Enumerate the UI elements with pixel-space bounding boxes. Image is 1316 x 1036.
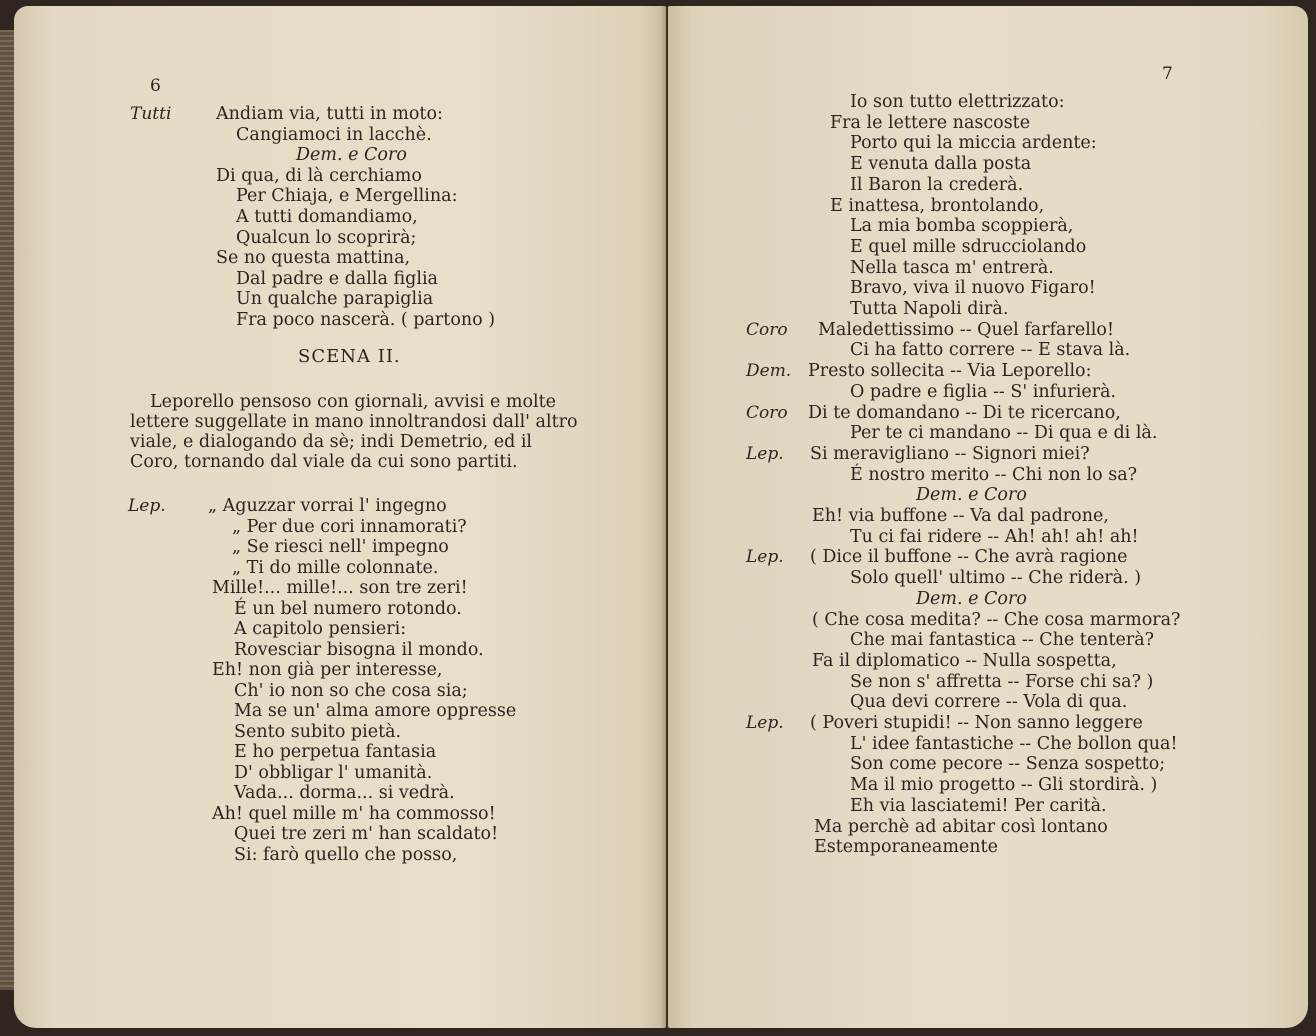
verse-line: Presto sollecita -- Via Leporello: [808,361,1092,382]
verse-line: E ho perpetua fantasia [234,742,437,762]
speaker-label: Dem. [746,361,792,382]
character-cue: Dem. e Coro [296,145,407,166]
verse-line: „ Aguzzar vorrai l' ingegno [208,496,447,516]
verse-line: Son come pecore -- Senza sospetto; [850,754,1166,775]
verse-line: Il Baron la crederà. [850,174,1024,195]
verse-line: Fra le lettere nascoste [830,112,1031,133]
stage-direction-line: lettere suggellate in mano innoltrandosi dall' altro [130,412,578,432]
verse-line: Che mai fantastica -- Che tenterà? [850,630,1155,651]
verse-line: L' idee fantastiche -- Che bollon qua! [850,733,1178,754]
character-cue: Dem. e Coro [916,588,1027,609]
verse-line: Qua devi correre -- Vola di qua. [850,692,1128,713]
verse-line: Ch' io non so che cosa sia; [234,680,468,701]
verse-line: Tu ci fai ridere -- Ah! ah! ah! ah! [850,526,1139,547]
verse-line: Mille!... mille!... son tre zeri! [212,578,468,598]
verse-line: O padre e figlia -- S' infurierà. [850,381,1117,402]
speaker-label: Coro [746,402,788,423]
verse-line: Cangiamoci in lacchè. [236,124,432,145]
speaker-label: Coro [746,319,788,340]
verse-line: Solo quell' ultimo -- Che riderà. ) [850,568,1142,589]
speaker-label: Lep. [746,713,784,733]
verse-line: Se non s' affretta -- Forse chi sa? ) [850,671,1154,692]
verse-line: E inattesa, brontolando, [830,195,1045,216]
verse-line: Si meravigliano -- Signori miei? [810,443,1090,464]
scene-heading: SCENA II. [298,346,401,367]
verse-line: Quei tre zeri m' han scaldato! [234,824,499,844]
verse-line: Ma il mio progetto -- Gli stordirà. ) [850,775,1158,796]
verse-line: La mia bomba scoppierà, [850,216,1074,237]
character-cue: Dem. e Coro [916,485,1027,506]
verse-line: Porto qui la miccia ardente: [850,133,1097,154]
verse-line: Dal padre e dalla figlia [236,268,438,289]
verse-line: Fa il diplomatico -- Nulla sospetta, [812,650,1117,671]
verse-line: É un bel numero rotondo. [234,598,462,619]
verse-line: Vada... dorma... si vedrà. [234,783,455,803]
verse-line: Di qua, di là cerchiamo [216,165,422,186]
speaker-label: Lep. [746,547,784,568]
verse-line: Per te ci mandano -- Di qua e di là. [850,423,1158,444]
verse-line: Andiam via, tutti in moto: [216,104,443,124]
verse-line: Maledettissimo -- Quel farfarello! [818,319,1114,340]
verse-line: A capitolo pensieri: [234,619,407,639]
verse-line: Ci ha fatto correre -- E stava là. [850,340,1131,361]
verse-line: Ma perchè ad abitar così lontano [814,816,1108,837]
verse-line: A tutti domandiamo, [236,207,418,227]
verse-line: Eh! via buffone -- Va dal padrone, [812,506,1109,526]
verse-line: ( Che cosa medita? -- Che cosa marmora? [812,609,1181,630]
right-page [668,6,1308,1028]
verse-line: „ Se riesci nell' impegno [232,537,449,557]
page-number-left: 6 [150,76,161,96]
verse-line: Rovesciar bisogna il mondo. [234,639,484,660]
verse-line: Per Chiaja, e Mergellina: [236,186,458,207]
verse-line: Ah! quel mille m' ha commosso! [212,803,496,824]
left-page [14,6,666,1028]
verse-line: E venuta dalla posta [850,154,1032,175]
verse-line: „ Per due cori innamorati? [232,516,467,537]
verse-line: Qualcun lo scoprirà; [236,227,417,248]
verse-line: Bravo, viva il nuovo Figaro! [850,278,1096,299]
verse-line: Di te domandano -- Di te ricercano, [808,402,1121,423]
verse-line: Tutta Napoli dirà. [850,299,1009,319]
verse-line: D' obbligar l' umanità. [234,762,433,783]
verse-line: ( Poveri stupidi! -- Non sanno leggere [810,713,1143,733]
verse-line: Sento subito pietà. [234,721,402,742]
verse-line: Un qualche parapiglia [236,289,434,310]
verse-line: Se no questa mattina, [216,248,411,269]
verse-line: Estemporaneamente [814,837,998,858]
verse-line: Eh! non già per interesse, [212,660,443,680]
speaker-label: Tutti [130,104,172,124]
verse-line: É nostro merito -- Chi non lo sa? [850,464,1138,485]
stage-direction-line: Leporello pensoso con giornali, avvisi e molte [150,392,557,412]
verse-line: Ma se un' alma amore oppresse [234,701,517,721]
verse-line: Fra poco nascerà. ( partono ) [236,310,496,330]
page-number-right: 7 [1162,64,1173,84]
verse-line: E quel mille sdrucciolando [850,236,1087,257]
verse-line: „ Ti do mille colonnate. [232,557,439,578]
verse-line: Si: farò quello che posso, [234,844,458,865]
speaker-label: Lep. [128,496,166,516]
speaker-label: Lep. [746,443,784,464]
verse-line: Io son tutto elettrizzato: [850,92,1065,112]
verse-line: Eh via lasciatemi! Per carità. [850,795,1107,816]
stage-direction-line: Coro, tornando dal viale da cui sono partiti. [130,452,518,472]
verse-line: ( Dice il buffone -- Che avrà ragione [810,547,1128,568]
stage-direction-line: viale, e dialogando da sè; indi Demetrio, ed il [130,432,533,452]
verse-line: Nella tasca m' entrerà. [850,257,1054,278]
